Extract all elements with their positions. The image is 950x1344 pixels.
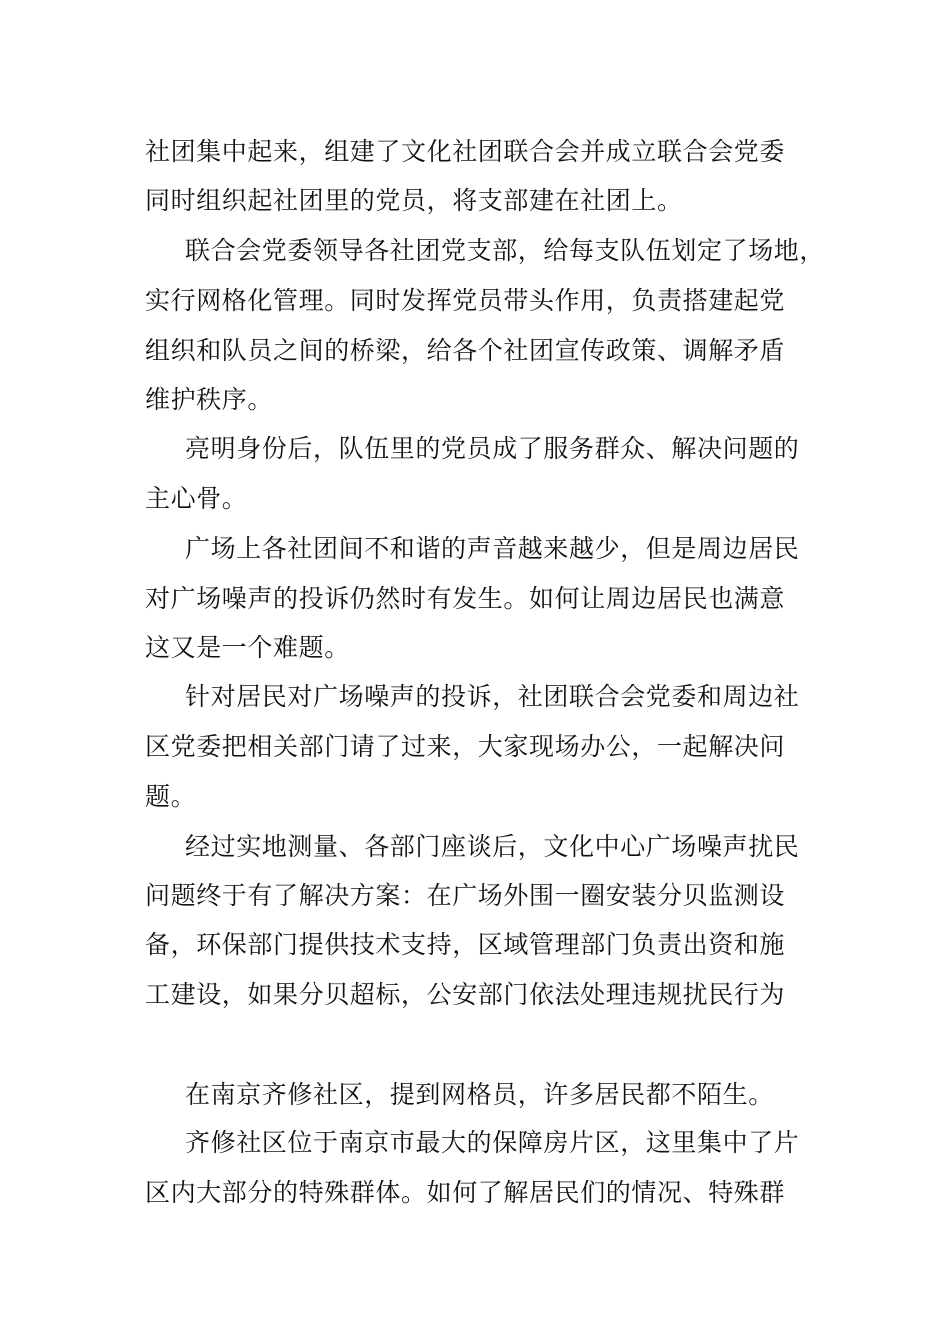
text-line: 维护秩序。 (145, 385, 274, 414)
paragraph-start-line: 针对居民对广场噪声的投诉，社团联合会党委和周边社 (185, 682, 800, 711)
text-line: 实行网格化管理。同时发挥党员带头作用，负责搭建起党 (145, 286, 786, 315)
text-line: 问题终于有了解决方案：在广场外围一圈安装分贝监测设 (145, 881, 786, 910)
text-line: 题。 (145, 782, 197, 811)
paragraph-start-line: 齐修社区位于南京市最大的保障房片区，这里集中了片 (185, 1128, 800, 1157)
text-line: 主心骨。 (145, 484, 248, 513)
text-line: 工建设，如果分贝超标，公安部门依法处理违规扰民行为 (145, 980, 786, 1009)
paragraph-start-line: 亮明身份后，队伍里的党员成了服务群众、解决问题的 (185, 434, 800, 463)
text-line: 社团集中起来，组建了文化社团联合会并成立联合会党委 (145, 137, 786, 166)
text-line: 组织和队员之间的桥梁，给各个社团宣传政策、调解矛盾 (145, 336, 786, 365)
text-line: 区内大部分的特殊群体。如何了解居民们的情况、特殊群 (145, 1178, 786, 1207)
text-line: 对广场噪声的投诉仍然时有发生。如何让周边居民也满意 (145, 584, 786, 613)
paragraph-start-line: 广场上各社团间不和谐的声音越来越少，但是周边居民 (185, 534, 800, 563)
text-line: 区党委把相关部门请了过来，大家现场办公，一起解决问 (145, 732, 786, 761)
paragraph-start-line: 在南京齐修社区，提到网格员，许多居民都不陌生。 (185, 1080, 774, 1109)
paragraph-start-line: 联合会党委领导各社团党支部，给每支队伍划定了场地， (185, 236, 826, 265)
text-line: 备，环保部门提供技术支持，区域管理部门负责出资和施 (145, 930, 786, 959)
text-line: 同时组织起社团里的党员，将支部建在社团上。 (145, 186, 683, 215)
text-line: 这又是一个难题。 (145, 633, 350, 662)
paragraph-start-line: 经过实地测量、各部门座谈后，文化中心广场噪声扰民 (185, 832, 800, 861)
